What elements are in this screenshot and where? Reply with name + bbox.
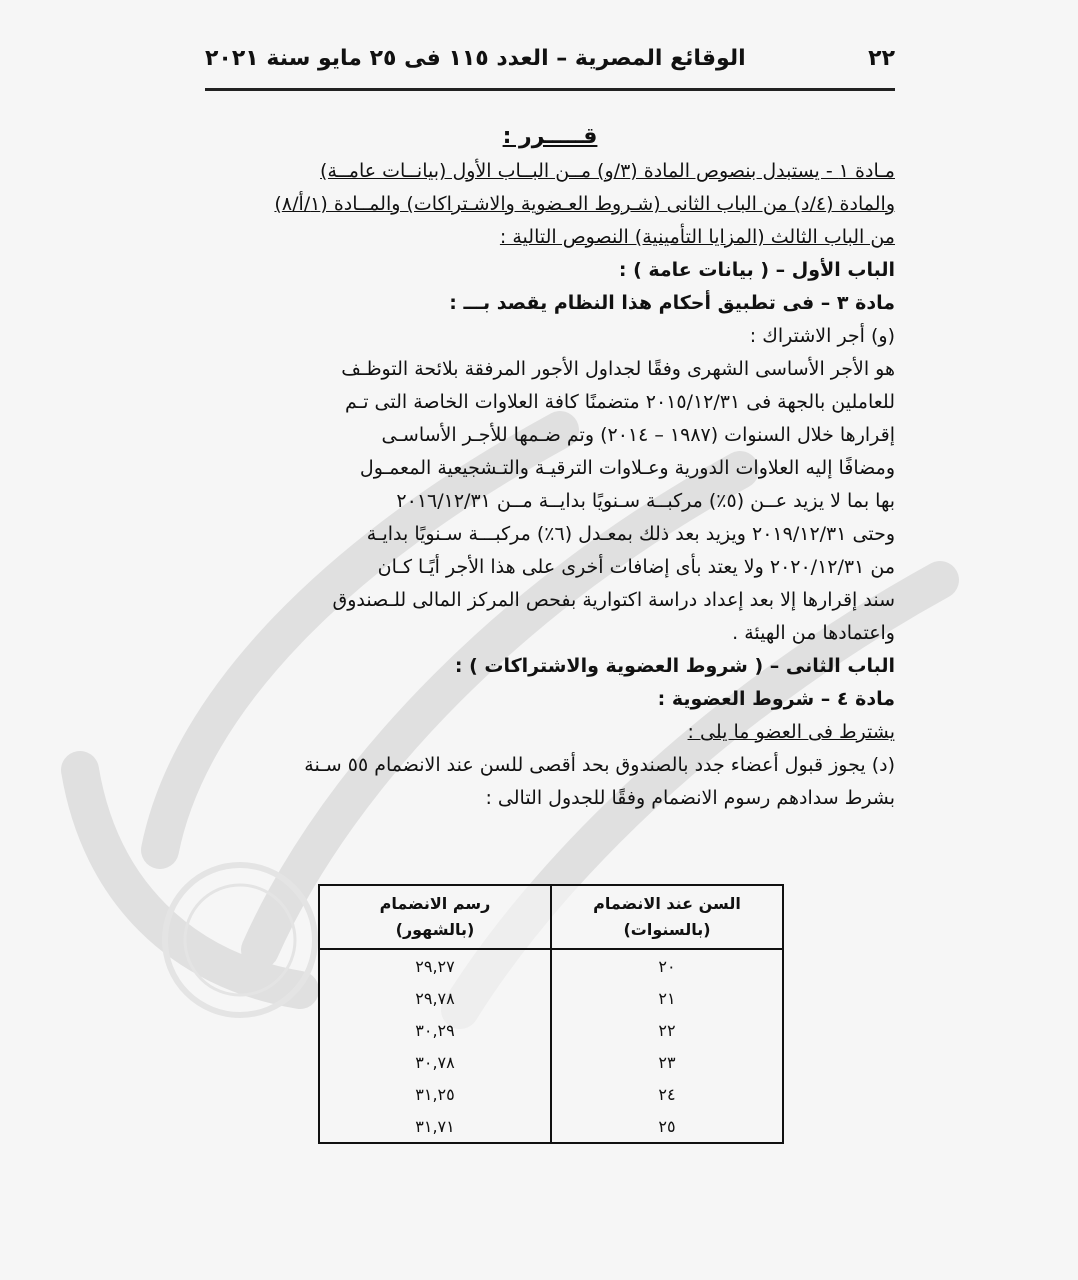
article-1-line-3: من الباب الثالث (المزايا التأمينية) النصوص التالية : <box>499 226 895 248</box>
article-1-line-2: والمادة (٤/د) من الباب الثانى (شـروط العـضوية والاشـتراكات) والمــادة (١/أ/٨) <box>274 193 895 215</box>
table-header-row <box>319 885 783 949</box>
conditions-intro: يشترط فى العضو ما يلى : <box>687 721 895 743</box>
membership-fee-table <box>318 884 784 1144</box>
article-3-heading: مادة ٣ – فى تطبيق أحكام هذا النظام يقصد بـــ : <box>449 292 895 314</box>
definition-line: واعتمادها من الهيئة . <box>732 622 895 644</box>
fee-header-title: رسم الانضمام <box>379 894 491 913</box>
fee-cell: ٢٩,٢٧ <box>319 949 551 982</box>
fee-cell: ٣١,٧١ <box>319 1110 551 1143</box>
table-row <box>319 982 783 1014</box>
fee-column-header <box>319 885 551 949</box>
watermark-seal <box>165 865 315 1015</box>
table-row <box>319 1110 783 1143</box>
table-row <box>319 1046 783 1078</box>
decree-title: قـــــرر : <box>502 124 598 149</box>
gazette-title: الوقائع المصرية – العدد ١١٥ فى ٢٥ مايو سنة ٢٠٢١ <box>205 45 746 71</box>
clause-d-line-2: بشرط سدادهم رسوم الانضمام وفقًا للجدول التالى : <box>485 787 895 809</box>
watermark-seal-inner <box>185 885 295 995</box>
table-row <box>319 949 783 982</box>
definition-line: بها بما لا يزيد عــن (٥٪) مركبــة سـنويًا بدايــة مــن ٢٠١٦/١٢/٣١ <box>396 490 895 512</box>
age-cell: ٢٢ <box>551 1014 783 1046</box>
age-header-title: السن عند الانضمام <box>593 894 741 913</box>
definition-line: وحتى ٢٠١٩/١٢/٣١ ويزيد بعد ذلك بمعـدل (٦٪) مركبـــة سـنويًا بدايـة <box>366 523 895 545</box>
fee-cell: ٣١,٢٥ <box>319 1078 551 1110</box>
fee-cell: ٢٩,٧٨ <box>319 982 551 1014</box>
age-column-header <box>551 885 783 949</box>
part-one-heading: الباب الأول – ( بيانات عامة ) : <box>618 259 895 281</box>
article-1-line-1: مـادة ١ - يستبدل بنصوص المادة (٣/و) مــن البــاب الأول (بيانــات عامــة) <box>320 160 895 182</box>
page-number: ٢٢ <box>868 45 895 71</box>
definition-line: ومضافًا إليه العلاوات الدورية وعـلاوات الترقيـة والتـشجيعية المعمـول <box>359 457 895 479</box>
definition-line: من ٢٠٢٠/١٢/٣١ ولا يعتد بأى إضافات أخرى على هذا الأجر أيًـا كـان <box>377 556 895 578</box>
clause-d-line-1: (د) يجوز قبول أعضاء جدد بالصندوق بحد أقصى للسن عند الانضمام ٥٥ سـنة <box>304 754 895 776</box>
part-two-heading: الباب الثانى – ( شروط العضوية والاشتراكات ) : <box>454 655 895 677</box>
age-cell: ٢١ <box>551 982 783 1014</box>
header-divider <box>205 88 895 91</box>
definition-line: للعاملين بالجهة فى ٢٠١٥/١٢/٣١ متضمنًا كافة العلاوات الخاصة التى تـم <box>345 391 895 413</box>
age-cell: ٢٣ <box>551 1046 783 1078</box>
age-cell: ٢٥ <box>551 1110 783 1143</box>
article-4-heading: مادة ٤ – شروط العضوية : <box>657 688 895 710</box>
age-cell: ٢٠ <box>551 949 783 982</box>
table-row <box>319 1014 783 1046</box>
fee-cell: ٣٠,٧٨ <box>319 1046 551 1078</box>
definition-line: إقرارها خلال السنوات (١٩٨٧ – ٢٠١٤) وتم ضـمها للأجـر الأساسـى <box>381 424 895 446</box>
definition-line: هو الأجر الأساسى الشهرى وفقًا لجداول الأجور المرفقة بلائحة التوظـف <box>341 358 895 380</box>
fee-cell: ٣٠,٢٩ <box>319 1014 551 1046</box>
document-body <box>205 120 895 815</box>
definition-line: سند إقرارها إلا بعد إعداد دراسة اكتوارية بفحص المركز المالى للـصندوق <box>332 589 895 611</box>
fee-header-unit: (بالشهور) <box>395 920 475 939</box>
page-header <box>205 38 895 78</box>
age-cell: ٢٤ <box>551 1078 783 1110</box>
age-header-unit: (بالسنوات) <box>623 920 711 939</box>
clause-w-heading: (و) أجر الاشتراك : <box>749 325 895 347</box>
table-row <box>319 1078 783 1110</box>
